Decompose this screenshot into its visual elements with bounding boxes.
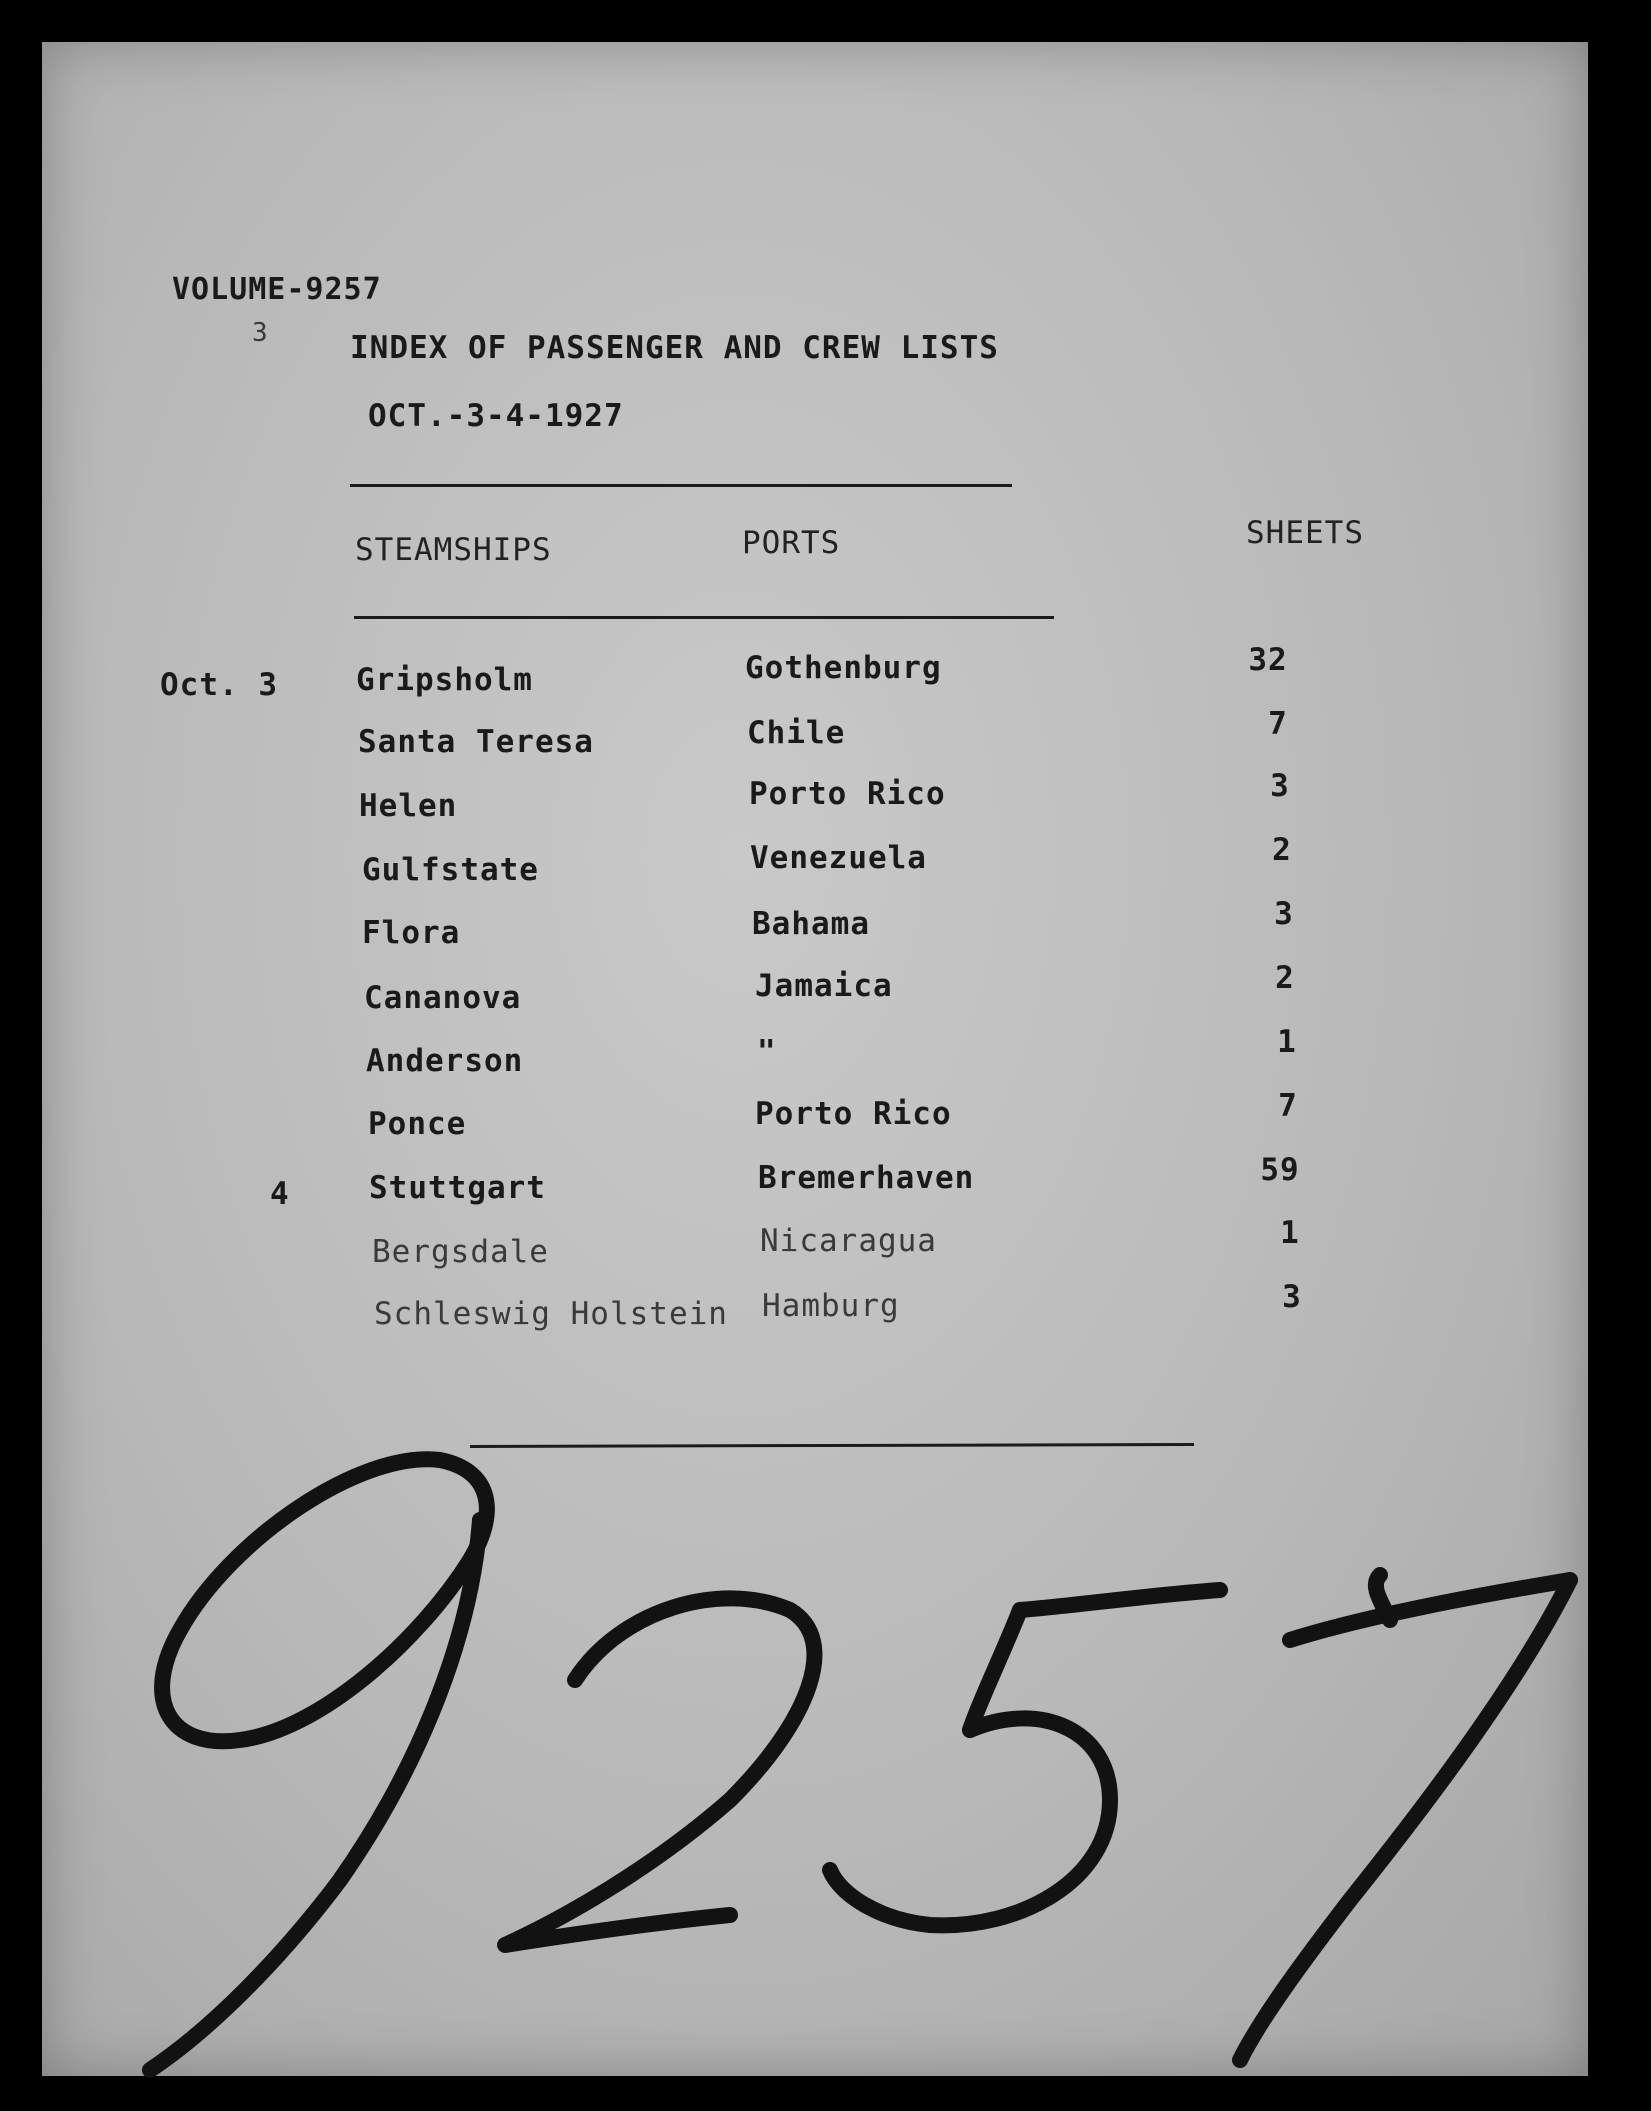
- port-name: Bremerhaven: [758, 1160, 975, 1196]
- port-name: Hamburg: [762, 1288, 900, 1324]
- margin-mark: 3: [252, 318, 269, 348]
- port-name: Porto Rico: [749, 776, 946, 812]
- ship-name: Bergsdale: [372, 1234, 549, 1270]
- sheet-count: 3: [1282, 1279, 1302, 1315]
- sheet-count: 7: [1268, 706, 1288, 742]
- sheet-count: 59: [1260, 1152, 1300, 1188]
- column-header-sheets: SHEETS: [1246, 515, 1364, 551]
- ship-name: Flora: [362, 915, 461, 951]
- column-header-ports: PORTS: [742, 525, 841, 561]
- ship-name: Santa Teresa: [358, 724, 594, 760]
- ship-name: Gulfstate: [362, 852, 539, 888]
- ship-name: Ponce: [368, 1106, 467, 1142]
- ship-name: Anderson: [366, 1043, 524, 1079]
- ship-name: Schleswig Holstein: [374, 1296, 728, 1332]
- row-date: Oct. 3: [160, 667, 278, 703]
- page-title: INDEX OF PASSENGER AND CREW LISTS: [350, 330, 999, 366]
- sheet-count: 2: [1272, 832, 1292, 868]
- date-line: OCT.-3-4-1927: [368, 398, 624, 434]
- ship-name: Cananova: [364, 980, 522, 1016]
- ship-name: Stuttgart: [369, 1170, 546, 1206]
- port-name: Bahama: [752, 906, 870, 942]
- sheet-count: 1: [1280, 1215, 1300, 1251]
- ship-name: Helen: [359, 788, 458, 824]
- ship-name: Gripsholm: [356, 662, 533, 698]
- sheet-count: 2: [1275, 960, 1295, 996]
- port-name: Venezuela: [750, 840, 927, 876]
- port-name: Gothenburg: [745, 650, 942, 686]
- column-header-steamships: STEAMSHIPS: [355, 532, 552, 568]
- sheet-count: 3: [1274, 896, 1294, 932]
- volume-label: VOLUME-9257: [172, 272, 382, 307]
- port-name: Nicaragua: [760, 1223, 937, 1259]
- sheet-count: 32: [1248, 642, 1288, 678]
- port-name: Jamaica: [755, 968, 893, 1004]
- port-name: Porto Rico: [755, 1096, 952, 1132]
- sheet-count: 7: [1278, 1088, 1298, 1124]
- port-name: Chile: [747, 715, 846, 751]
- port-name: ": [757, 1034, 777, 1070]
- sheet-count: 1: [1277, 1024, 1297, 1060]
- row-date: 4: [270, 1176, 290, 1212]
- sheet-count: 3: [1270, 768, 1290, 804]
